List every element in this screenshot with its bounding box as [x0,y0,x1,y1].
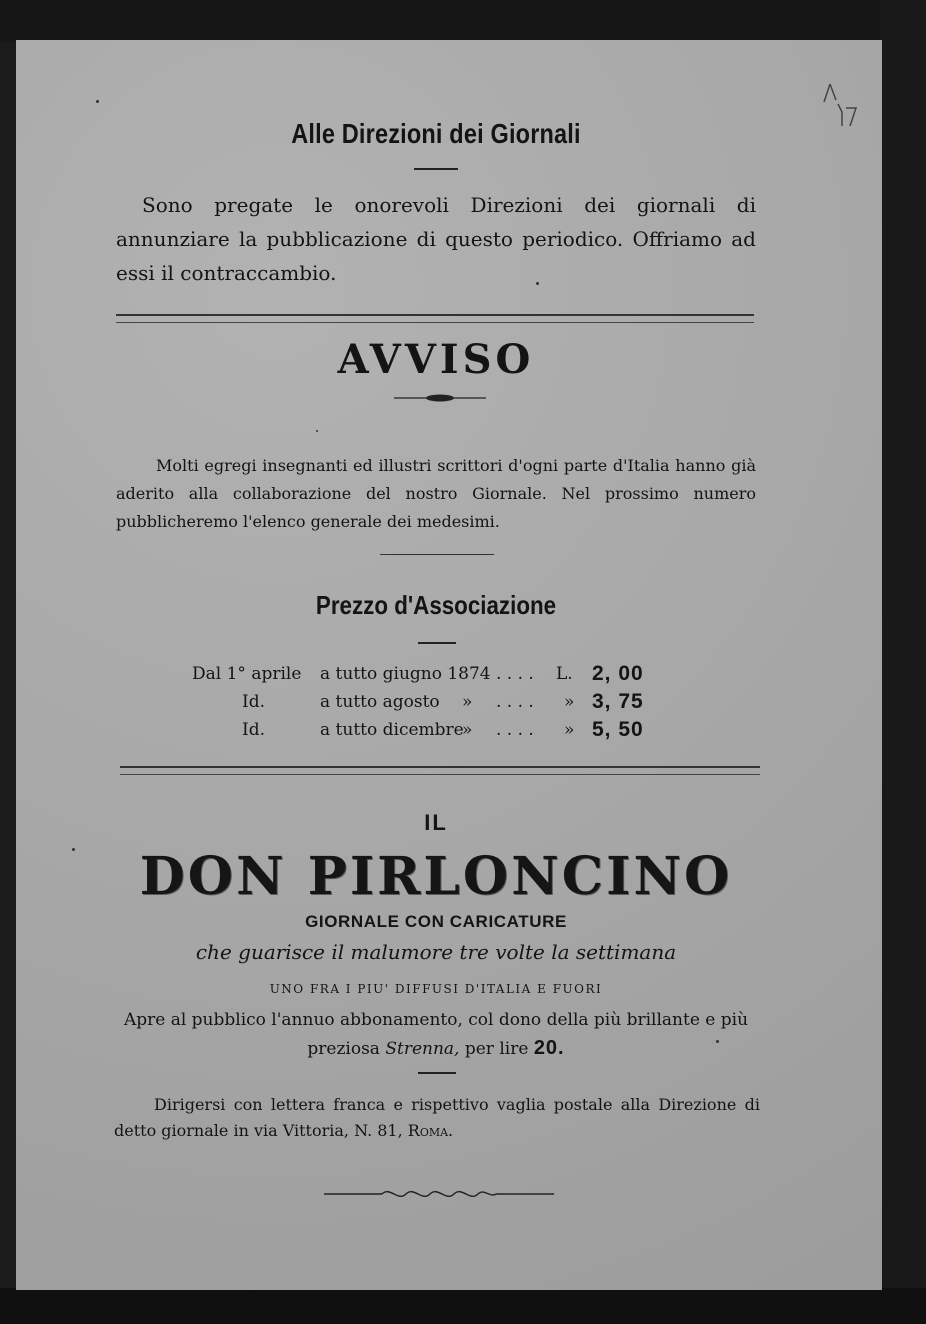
avviso-body: Molti egregi insegnanti ed illustri scrittori d'ogni parte d'Italia hanno già aderito alla collaborazione del nostro Giornale. Nel prossimo numero pubblicheremo l'elenco generale dei medesimi. [116,456,756,531]
advert-title: DON PIRLONCINO [139,846,733,907]
price-amount: 2, 00 [592,662,644,685]
speck [72,848,75,851]
price-dots: . . . . [496,720,534,740]
advert-contact: Dirigersi con lettera franca e rispettivo vaglia postale alla Direzione di detto giornale in via Vittoria, N. 81, [114,1095,760,1140]
price-dots: . . . . [496,664,534,684]
notice-heading: Alle Direzioni dei Giornali [291,118,581,149]
advert-offer-text: Apre al pubblico l'annuo abbonamento, col dono della più brillante e più preziosa [123,1010,749,1059]
price-amount: 3, 75 [592,690,644,713]
price-row [16,664,856,692]
margin-note-text [836,110,837,111]
pencil-margin-note [816,78,866,128]
divider [414,168,458,170]
price-from: Dal 1° aprile [192,664,302,684]
divider [418,1072,456,1074]
scan-border-right [880,0,926,1324]
price-currency: L. [556,664,573,684]
price-to: a tutto agosto [320,692,440,712]
price-from: Id. [242,720,266,740]
advert-contact-paragraph [114,1092,760,1144]
advert-offer [116,1006,756,1063]
section-rule [116,314,754,323]
notice-body: Sono pregate le onorevoli Direzioni dei giornali di annunziare la pubblicazione di questo periodico. Offriamo ad essi il contraccambio. [116,193,756,285]
price-to: a tutto dicembre [320,720,464,740]
advert-city: Roma. [407,1121,454,1140]
document-page [16,40,882,1290]
price-amount: 5, 50 [592,718,644,741]
avviso-paragraph [116,452,756,536]
speck [96,100,99,103]
advert-reach: UNO FRA I PIU' DIFFUSI D'ITALIA E FUORI [269,982,603,996]
advert-article: IL [424,810,448,835]
scan-border-bottom [0,1288,926,1324]
price-ditto: » [462,720,473,740]
price-currency: » [564,720,575,740]
end-ornament-icon [324,1182,554,1206]
divider [418,642,456,644]
price-from: Id. [242,692,266,712]
section-rule [120,766,760,775]
price-dots: . . . . [496,692,534,712]
scan-border-top [0,0,926,42]
divider [380,554,494,555]
price-currency: » [564,692,575,712]
price-row [16,720,856,748]
ornament-icon [394,392,486,404]
advert-price-prefix: per lire [464,1039,529,1059]
price-ditto: » [462,692,473,712]
speck [316,430,318,432]
prices-heading: Prezzo d'Associazione [315,590,557,620]
price-to: a tutto giugno 1874 [320,664,491,684]
notice-paragraph [116,188,756,290]
advert-tagline: che guarisce il malumore tre volte la settimana [195,940,677,964]
speck [536,282,539,285]
advert-subtitle: GIORNALE CON CARICATURE [305,912,567,931]
advert-gift-name: Strenna, [385,1039,460,1059]
avviso-heading: AVVISO [337,336,535,383]
speck [716,1040,719,1043]
price-row [16,692,856,720]
advert-price: 20. [533,1037,565,1059]
